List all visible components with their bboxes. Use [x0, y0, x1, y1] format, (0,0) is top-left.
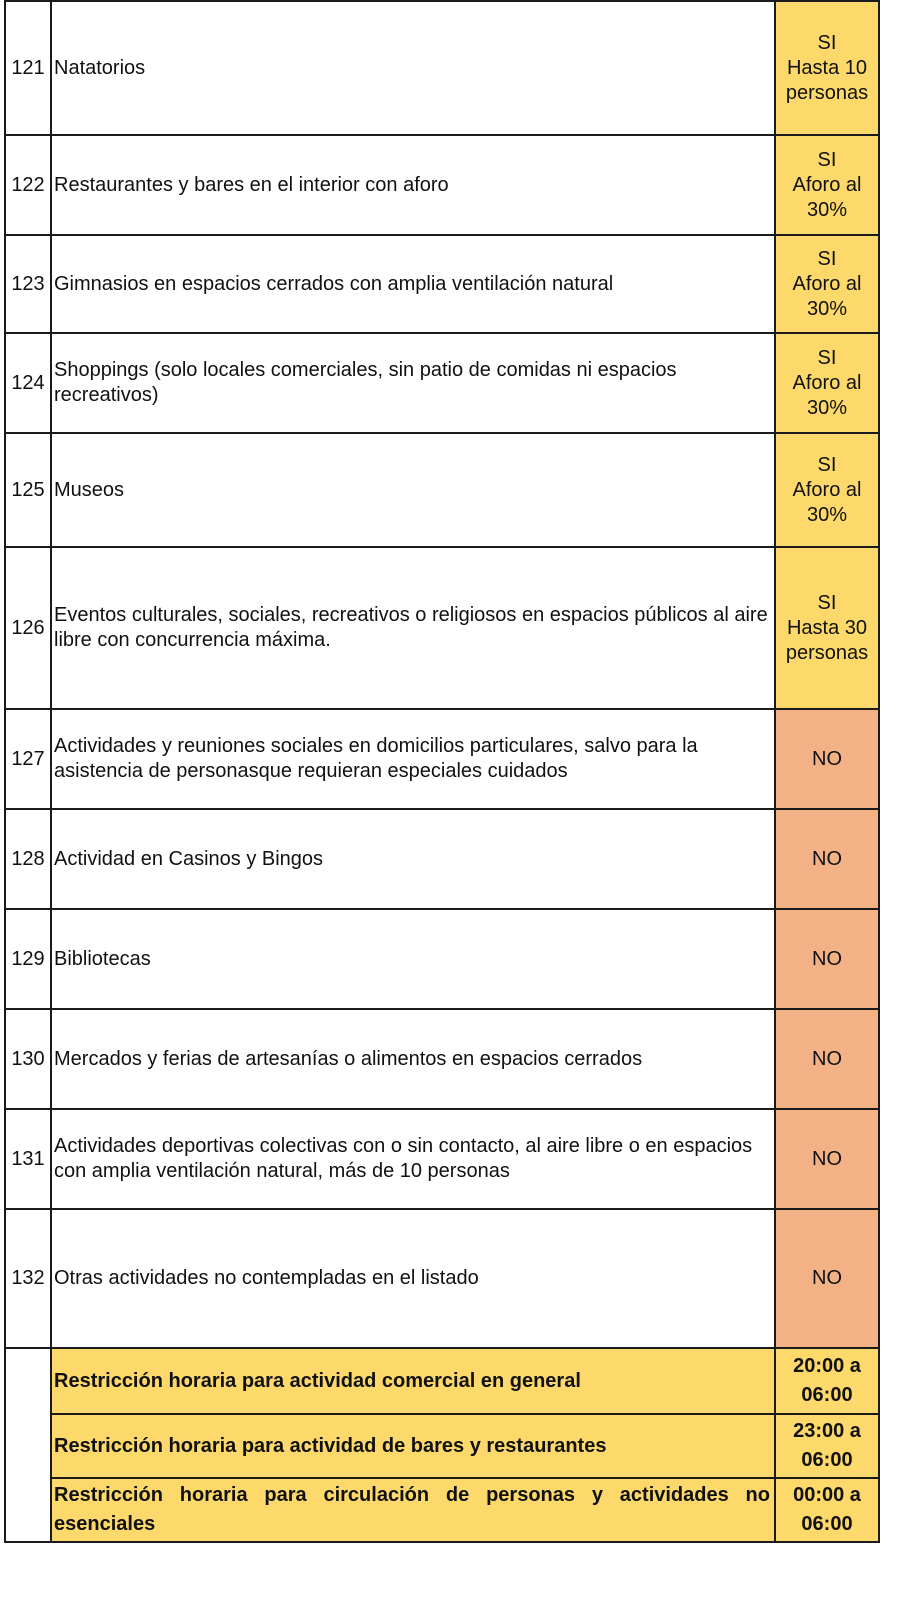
row-number: 122: [5, 135, 51, 235]
status-line: personas: [785, 81, 869, 104]
activity-description: Restaurantes y bares en el interior con aforo: [51, 135, 775, 235]
row-number: 132: [5, 1209, 51, 1348]
status-line: Aforo al: [792, 272, 862, 295]
status-line: personas: [785, 641, 869, 664]
status-cell: [775, 1209, 879, 1348]
status-line: SI: [817, 247, 837, 270]
activities-table: [4, 0, 880, 1543]
blank-number-cell: [5, 1348, 51, 1542]
table-row: [5, 547, 879, 709]
status-line: NO: [812, 947, 842, 970]
row-number: 127: [5, 709, 51, 809]
status-line: 30%: [806, 198, 848, 221]
restriction-description: Restricción horaria para actividad comercial en general: [51, 1348, 775, 1414]
table-row: [5, 135, 879, 235]
table-row: [5, 333, 879, 433]
activity-description: Bibliotecas: [51, 909, 775, 1009]
table-row: [5, 1, 879, 135]
status-cell: [775, 135, 879, 235]
status-cell: [775, 1, 879, 135]
row-number: 121: [5, 1, 51, 135]
status-line: SI: [817, 591, 837, 614]
row-number: 130: [5, 1009, 51, 1109]
status-line: 30%: [806, 297, 848, 320]
status-cell: [775, 909, 879, 1009]
restriction-hours: [775, 1414, 879, 1478]
activities-sheet: [4, 0, 880, 1543]
status-cell: [775, 433, 879, 547]
restriction-description: Restricción horaria para actividad de bares y restaurantes: [51, 1414, 775, 1478]
activity-description: Actividades y reuniones sociales en domicilios particulares, salvo para la asistencia de personasque requieran especiales cuidados: [51, 709, 775, 809]
activity-description: Natatorios: [51, 1, 775, 135]
activity-description: Actividad en Casinos y Bingos: [51, 809, 775, 909]
restriction-row: [5, 1348, 879, 1414]
row-number: 131: [5, 1109, 51, 1209]
status-cell: [775, 1009, 879, 1109]
table-row: [5, 809, 879, 909]
table-row: [5, 909, 879, 1009]
table-row: [5, 235, 879, 333]
table-row: [5, 1009, 879, 1109]
row-number: 124: [5, 333, 51, 433]
table-row: [5, 1209, 879, 1348]
activity-description: Actividades deportivas colectivas con o sin contacto, al aire libre o en espacios con amplia ventilación natural, más de 10 personas: [51, 1109, 775, 1209]
row-number: 128: [5, 809, 51, 909]
table-row: [5, 1109, 879, 1209]
status-line: SI: [817, 346, 837, 369]
hours-line: 23:00 a: [793, 1420, 861, 1442]
restriction-hours: [775, 1478, 879, 1542]
status-line: Hasta 30: [786, 616, 868, 639]
status-line: NO: [812, 1267, 842, 1289]
hours-line: 06:00: [801, 1384, 853, 1406]
status-line: NO: [812, 847, 842, 870]
row-number: 123: [5, 235, 51, 333]
status-line: Aforo al: [792, 173, 862, 196]
table-row: [5, 709, 879, 809]
status-cell: [775, 709, 879, 809]
status-line: Aforo al: [792, 371, 862, 394]
table-row: [5, 433, 879, 547]
row-number: 126: [5, 547, 51, 709]
status-line: SI: [817, 31, 837, 54]
restriction-description: Restricción horaria para circulación de personas y actividades no esenciales: [51, 1478, 775, 1542]
restriction-hours: [775, 1348, 879, 1414]
hours-line: 06:00: [801, 1449, 853, 1471]
activity-description: Gimnasios en espacios cerrados con amplia ventilación natural: [51, 235, 775, 333]
status-line: 30%: [806, 396, 848, 419]
restriction-row: [5, 1478, 879, 1542]
hours-line: 00:00 a: [793, 1484, 861, 1506]
status-line: SI: [817, 453, 837, 476]
status-line: NO: [812, 747, 842, 770]
activity-description: Otras actividades no contempladas en el listado: [51, 1209, 775, 1348]
hours-line: 06:00: [801, 1513, 853, 1535]
status-cell: [775, 809, 879, 909]
status-cell: [775, 1109, 879, 1209]
status-line: NO: [812, 1147, 842, 1170]
status-line: Aforo al: [792, 478, 862, 501]
activity-description: Eventos culturales, sociales, recreativos o religiosos en espacios públicos al aire libre con concurrencia máxima.: [51, 547, 775, 709]
restriction-row: [5, 1414, 879, 1478]
status-line: 30%: [806, 503, 848, 526]
status-line: SI: [817, 148, 837, 171]
activity-description: Shoppings (solo locales comerciales, sin patio de comidas ni espacios recreativos): [51, 333, 775, 433]
status-cell: [775, 235, 879, 333]
status-cell: [775, 547, 879, 709]
row-number: 125: [5, 433, 51, 547]
status-cell: [775, 333, 879, 433]
status-line: NO: [812, 1047, 842, 1070]
activity-description: Mercados y ferias de artesanías o alimentos en espacios cerrados: [51, 1009, 775, 1109]
hours-line: 20:00 a: [793, 1355, 861, 1377]
status-line: Hasta 10: [786, 56, 868, 79]
activity-description: Museos: [51, 433, 775, 547]
row-number: 129: [5, 909, 51, 1009]
